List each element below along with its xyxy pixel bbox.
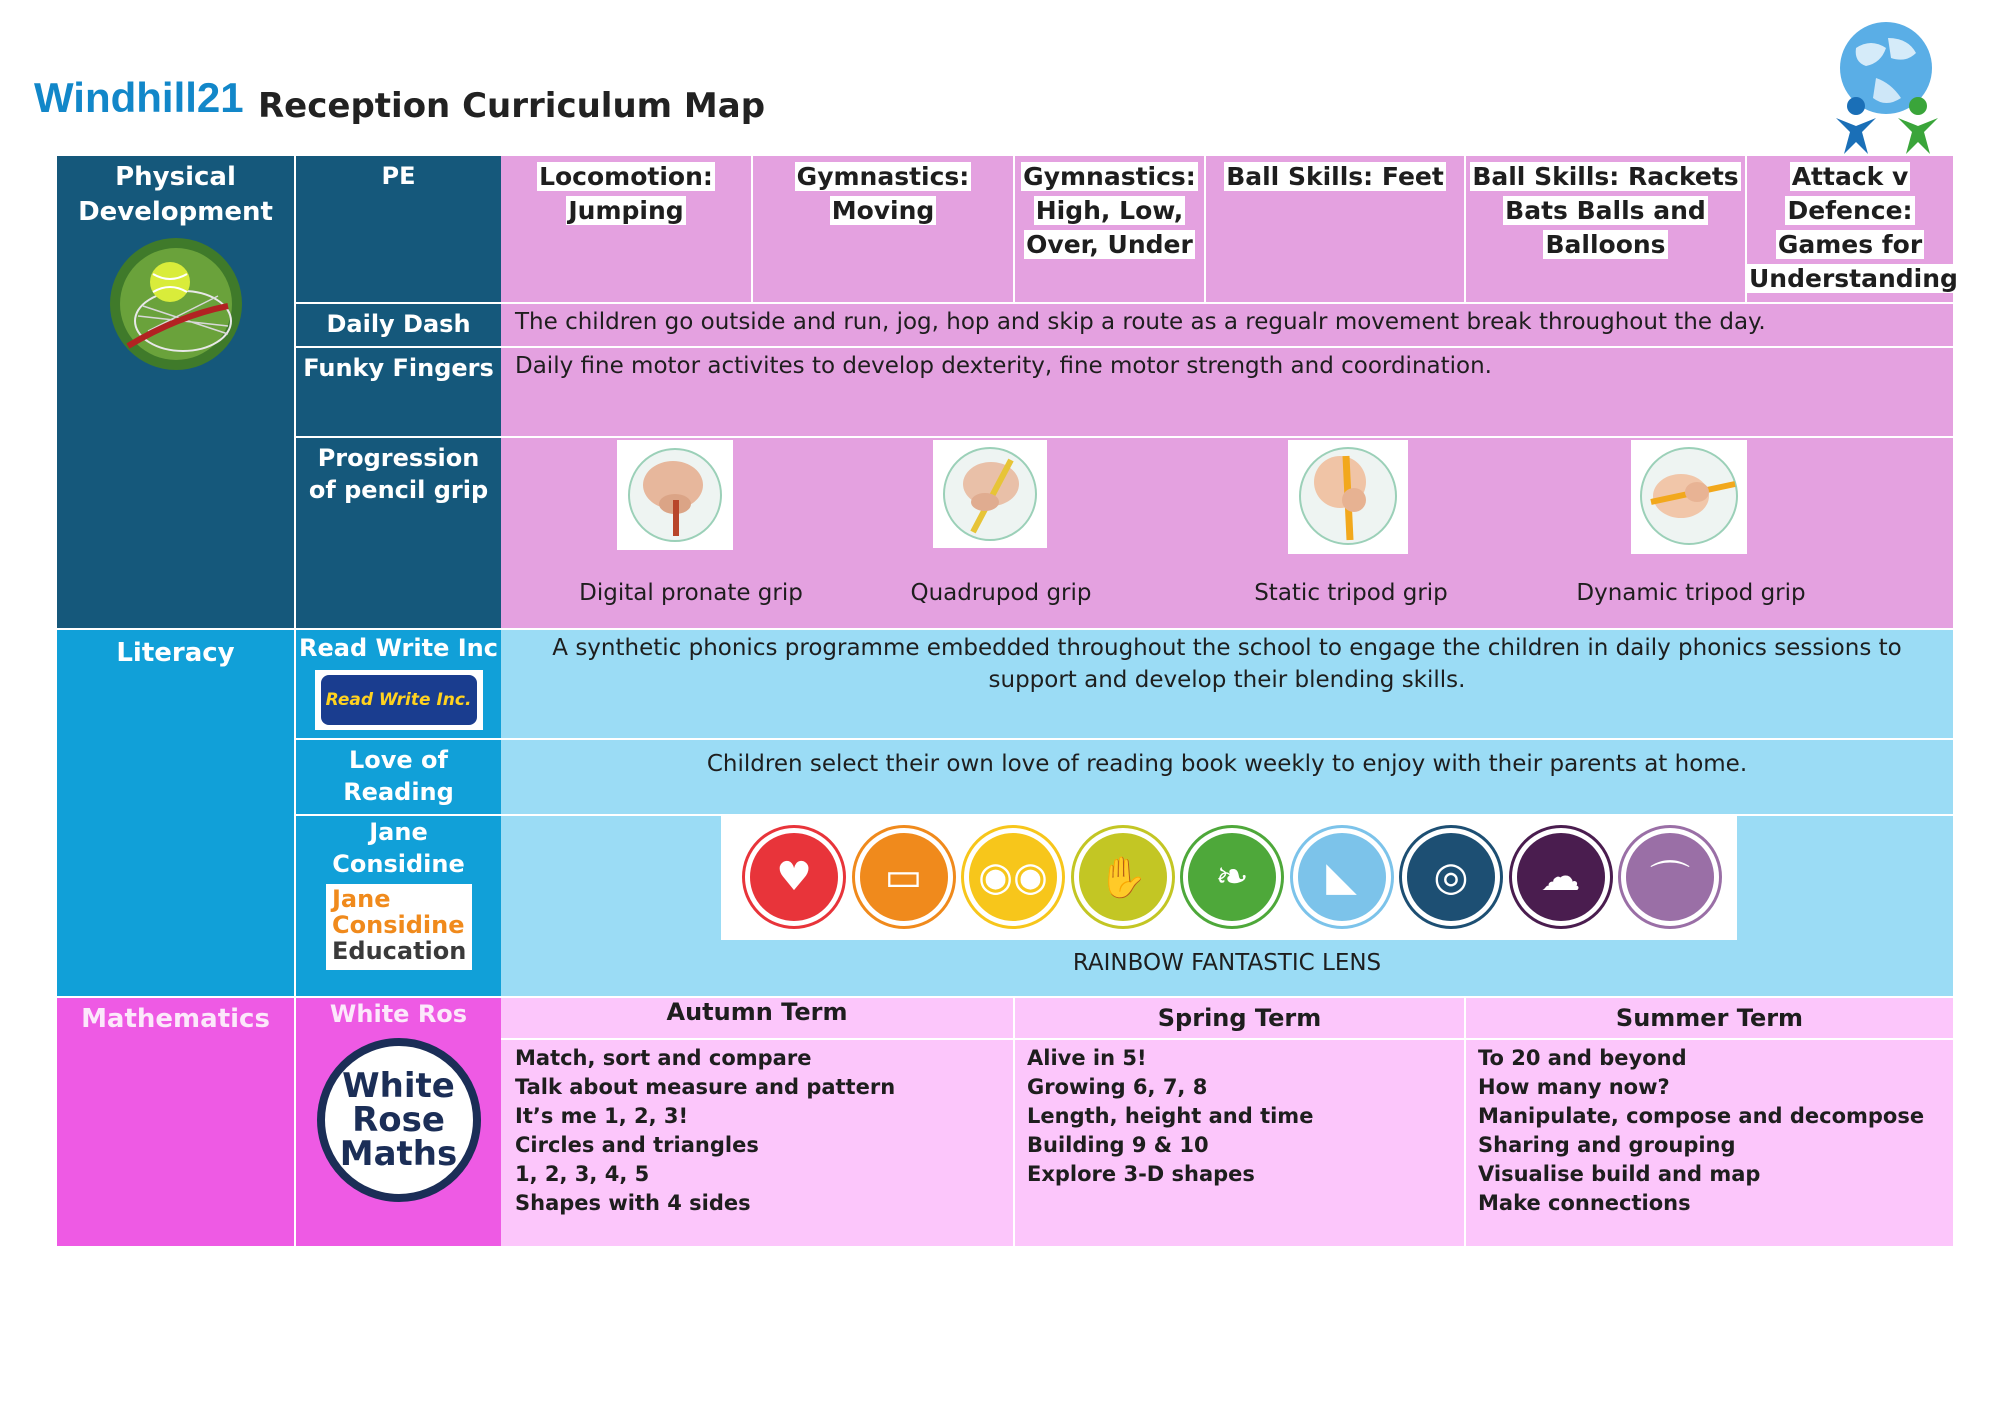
page-title: Reception Curriculum Map: [258, 86, 766, 126]
area-mathematics: [57, 996, 294, 1246]
grip-caption-4: Dynamic tripod grip: [1576, 580, 1806, 606]
subject-label: Love of Reading: [343, 746, 454, 806]
pe-unit-text: Gymnastics: Moving: [796, 162, 970, 225]
description-text: A synthetic phonics programme embedded throughout the school to engage the children in daily phonics sessions to support and develop their blending skills.: [552, 635, 1902, 693]
term-header-spring: [1013, 996, 1464, 1038]
dynamic-tripod-grip-icon: [1631, 440, 1747, 554]
grip-image-1: [617, 440, 733, 550]
speech-bubble-icon: ▭: [855, 828, 953, 926]
digital-pronate-grip-icon: [617, 440, 733, 550]
subject-label: Funky Fingers: [303, 354, 494, 382]
list-item: Explore 3-D shapes: [1027, 1162, 1255, 1186]
area-physical-development: [57, 156, 294, 628]
list-item: Length, height and time: [1027, 1104, 1314, 1128]
list-item: Alive in 5!: [1027, 1046, 1147, 1070]
list-item: Make connections: [1478, 1191, 1691, 1215]
curriculum-grid: [57, 156, 1958, 1246]
read-write-inc-logo: [315, 670, 483, 730]
rainbow-lens-panel: [501, 814, 1953, 996]
grip-image-3: [1288, 440, 1408, 554]
list-item: Building 9 & 10: [1027, 1133, 1209, 1157]
logo-line: Considine: [332, 911, 465, 939]
pe-unit-text: Attack v Defence: Games for Understanding: [1749, 162, 1958, 293]
ear-icon: ⌒: [1621, 828, 1719, 926]
grip-image-4: [1631, 440, 1747, 554]
list-item: 1, 2, 3, 4, 5: [515, 1162, 650, 1186]
hand-icon: ✋: [1074, 828, 1172, 926]
term-header-summer: [1464, 996, 1953, 1038]
logo-line: Jane: [332, 885, 391, 913]
eyes-icon: ◉◉: [964, 828, 1062, 926]
subject-label: Progression of pencil grip: [308, 444, 489, 504]
subject-funky-fingers: [294, 346, 501, 436]
area-label: Physical Development: [78, 162, 273, 227]
hands-icon: ❧: [1183, 828, 1281, 926]
term-name: Summer Term: [1615, 1004, 1804, 1032]
nose-icon: ◣: [1293, 828, 1391, 926]
list-item: Visualise build and map: [1478, 1162, 1761, 1186]
subject-daily-dash: [294, 302, 501, 346]
subject-label: Jane Considine: [332, 818, 465, 878]
area-literacy: [57, 628, 294, 996]
term-name: Autumn Term: [666, 998, 848, 1026]
description-text: Children select their own love of reading book weekly to enjoy with their parents at home.: [706, 751, 1748, 777]
list-item: Manipulate, compose and decompose: [1478, 1104, 1925, 1128]
area-label: Mathematics: [81, 1004, 270, 1034]
subject-pencil-grip: [294, 436, 501, 628]
list-item: Talk about measure and pattern: [515, 1075, 896, 1099]
logo-line: White: [342, 1066, 455, 1106]
subject-label: White Ros: [329, 1000, 468, 1028]
pe-unit-2: [751, 156, 1013, 302]
pencil-grip-panel: [501, 436, 1953, 628]
heart-icon: ♥: [745, 828, 843, 926]
globe-logo-icon: [1826, 18, 1956, 156]
list-item: To 20 and beyond: [1478, 1046, 1687, 1070]
subject-white-rose: [294, 996, 501, 1246]
term-header-autumn: [501, 996, 1013, 1038]
grip-image-2: [933, 440, 1047, 548]
logo-line: Rose: [352, 1100, 445, 1140]
term-list-autumn: [501, 1038, 1013, 1246]
rainbow-lens-caption: RAINBOW FANTASTIC LENS: [1072, 950, 1382, 976]
list-item: It’s me 1, 2, 3!: [515, 1104, 689, 1128]
thought-cloud-icon: ☁: [1512, 828, 1610, 926]
term-list-summer: [1464, 1038, 1953, 1246]
pe-unit-4: [1204, 156, 1464, 302]
funky-fingers-description: [501, 346, 1953, 436]
list-item: Growing 6, 7, 8: [1027, 1075, 1208, 1099]
list-item: Shapes with 4 sides: [515, 1191, 751, 1215]
area-label: Literacy: [116, 638, 235, 668]
pe-unit-text: Gymnastics: High, Low, Over, Under: [1023, 162, 1196, 259]
pe-unit-6: [1745, 156, 1958, 302]
pe-unit-5: [1464, 156, 1745, 302]
description-text: The children go outside and run, jog, hop and skip a route as a regualr movement break throughout the day.: [515, 309, 1766, 335]
read-write-inc-description: [501, 628, 1953, 738]
quadrupod-grip-icon: [933, 440, 1047, 548]
list-item: Sharing and grouping: [1478, 1133, 1736, 1157]
tennis-ball-icon: [108, 236, 244, 372]
subject-label: PE: [381, 162, 416, 190]
grip-caption-3: Static tripod grip: [1254, 580, 1448, 606]
term-list-spring: [1013, 1038, 1464, 1246]
term-name: Spring Term: [1157, 1004, 1322, 1032]
read-write-inc-logo-text: Read Write Inc.: [321, 675, 477, 725]
static-tripod-grip-icon: [1288, 440, 1408, 554]
logo-line: Maths: [339, 1134, 458, 1174]
subject-label: Read Write Inc: [299, 634, 498, 662]
rainbow-lens-strip: [721, 816, 1737, 940]
list-item: Match, sort and compare: [515, 1046, 812, 1070]
pe-unit-1: [501, 156, 751, 302]
white-rose-maths-logo: [317, 1038, 481, 1202]
subject-pe: [294, 156, 501, 302]
description-text: Daily fine motor activites to develop dexterity, fine motor strength and coordination.: [515, 353, 1492, 379]
daily-dash-description: [501, 302, 1953, 346]
subject-love-of-reading: [294, 738, 501, 814]
pe-unit-3: [1013, 156, 1204, 302]
brand-name: Windhill21: [34, 74, 244, 121]
logo-line: Education: [332, 937, 467, 965]
subject-jane-considine: [294, 814, 501, 996]
pe-unit-text: Ball Skills: Rackets Bats Balls and Balloons: [1472, 162, 1739, 259]
pe-unit-text: Ball Skills: Feet: [1226, 162, 1444, 191]
drum-icon: ◎: [1402, 828, 1500, 926]
subject-read-write-inc: [294, 628, 501, 738]
grip-caption-2: Quadrupod grip: [910, 580, 1092, 606]
love-of-reading-description: [501, 738, 1953, 814]
subject-label: Daily Dash: [326, 310, 471, 338]
jane-considine-logo: [326, 884, 472, 970]
list-item: How many now?: [1478, 1075, 1670, 1099]
list-item: Circles and triangles: [515, 1133, 759, 1157]
pe-unit-text: Locomotion: Jumping: [539, 162, 713, 225]
grip-caption-1: Digital pronate grip: [579, 580, 803, 606]
